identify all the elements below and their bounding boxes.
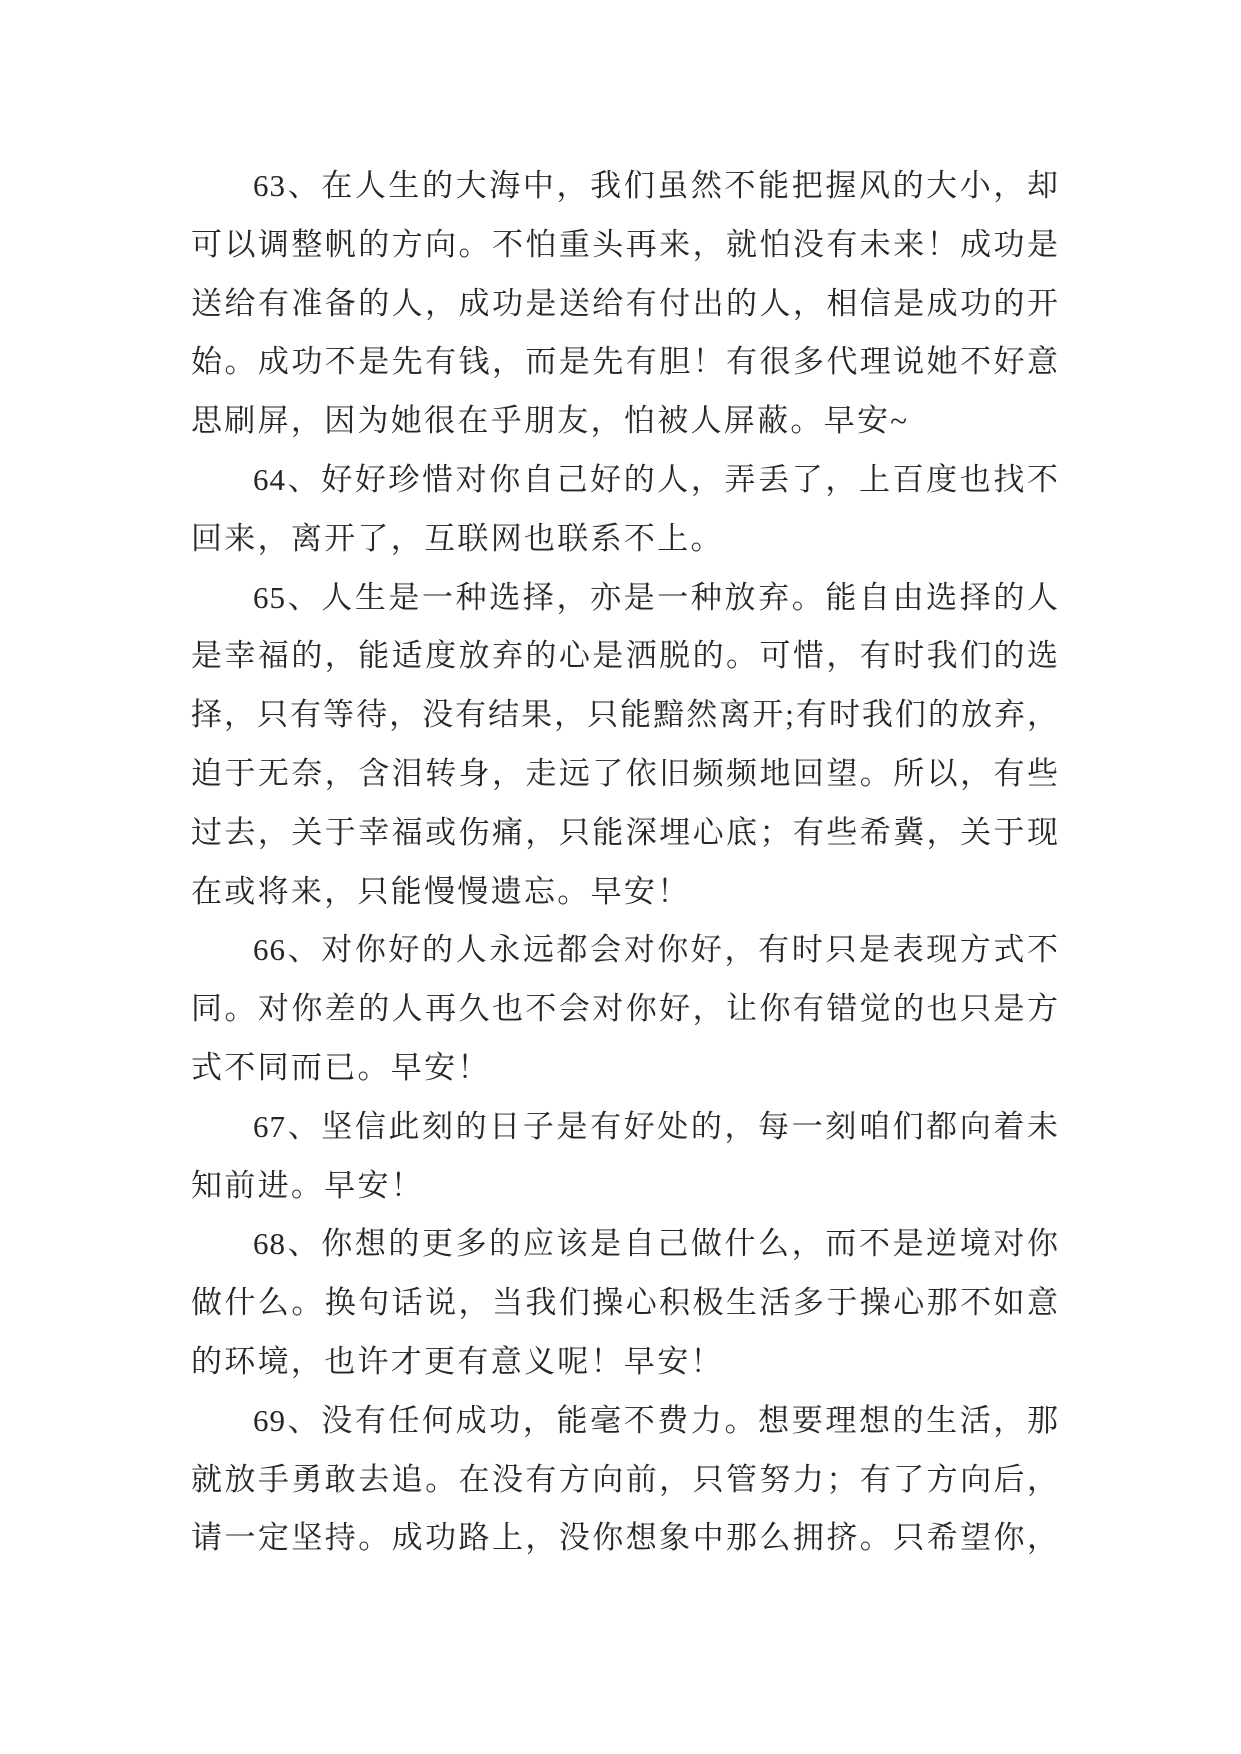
paragraph-line: 就放手勇敢去追。在没有方向前，只管努力；有了方向后， xyxy=(191,1461,1059,1497)
paragraph-line: 68、你想的更多的应该是自己做什么，而不是逆境对你 xyxy=(253,1226,1059,1262)
paragraph-line: 65、人生是一种选择，亦是一种放弃。能自由选择的人 xyxy=(253,579,1059,615)
paragraph-line: 回来，离开了，互联网也联系不上。 xyxy=(191,520,724,556)
paragraph-line: 式不同而已。早安！ xyxy=(191,1049,491,1085)
paragraph-line: 做什么。换句话说，当我们操心积极生活多于操心那不如意 xyxy=(191,1285,1059,1321)
paragraph-line: 过去，关于幸福或伤痛，只能深埋心底；有些希冀，关于现 xyxy=(191,814,1059,850)
paragraph-line: 请一定坚持。成功路上，没你想象中那么拥挤。只希望你， xyxy=(191,1520,1059,1556)
paragraph-line: 同。对你差的人再久也不会对你好，让你有错觉的也只是方 xyxy=(191,991,1059,1027)
paragraph-69 xyxy=(191,1392,1059,1568)
paragraph-line: 69、没有任何成功，能毫不费力。想要理想的生活，那 xyxy=(253,1402,1059,1438)
paragraph-line: 知前进。早安！ xyxy=(191,1167,425,1203)
paragraph-64 xyxy=(191,451,1059,569)
paragraph-67 xyxy=(191,1098,1059,1216)
document-body xyxy=(191,157,1059,1568)
paragraph-63 xyxy=(191,157,1059,451)
paragraph-line: 思刷屏，因为她很在乎朋友，怕被人屏蔽。早安~ xyxy=(191,403,910,439)
paragraph-line: 的环境，也许才更有意义呢！早安！ xyxy=(191,1343,724,1379)
paragraph-line: 可以调整帆的方向。不怕重头再来，就怕没有未来！成功是 xyxy=(191,226,1059,262)
paragraph-line: 择，只有等待，没有结果，只能黯然离开;有时我们的放弃， xyxy=(191,697,1059,733)
paragraph-line: 在或将来，只能慢慢遗忘。早安！ xyxy=(191,873,691,909)
paragraph-65 xyxy=(191,569,1059,922)
paragraph-line: 67、坚信此刻的日子是有好处的，每一刻咱们都向着未 xyxy=(253,1108,1059,1144)
paragraph-line: 66、对你好的人永远都会对你好，有时只是表现方式不 xyxy=(253,932,1059,968)
paragraph-68 xyxy=(191,1215,1059,1391)
paragraph-line: 63、在人生的大海中，我们虽然不能把握风的大小，却 xyxy=(253,168,1059,203)
paragraph-66 xyxy=(191,921,1059,1097)
paragraph-line: 迫于无奈，含泪转身，走远了依旧频频地回望。所以，有些 xyxy=(191,755,1059,791)
paragraph-line: 64、好好珍惜对你自己好的人，弄丢了，上百度也找不 xyxy=(253,461,1059,497)
paragraph-line: 送给有准备的人，成功是送给有付出的人，相信是成功的开 xyxy=(191,285,1059,321)
paragraph-line: 是幸福的，能适度放弃的心是洒脱的。可惜，有时我们的选 xyxy=(191,638,1059,674)
paragraph-line: 始。成功不是先有钱，而是先有胆！有很多代理说她不好意 xyxy=(191,344,1059,380)
